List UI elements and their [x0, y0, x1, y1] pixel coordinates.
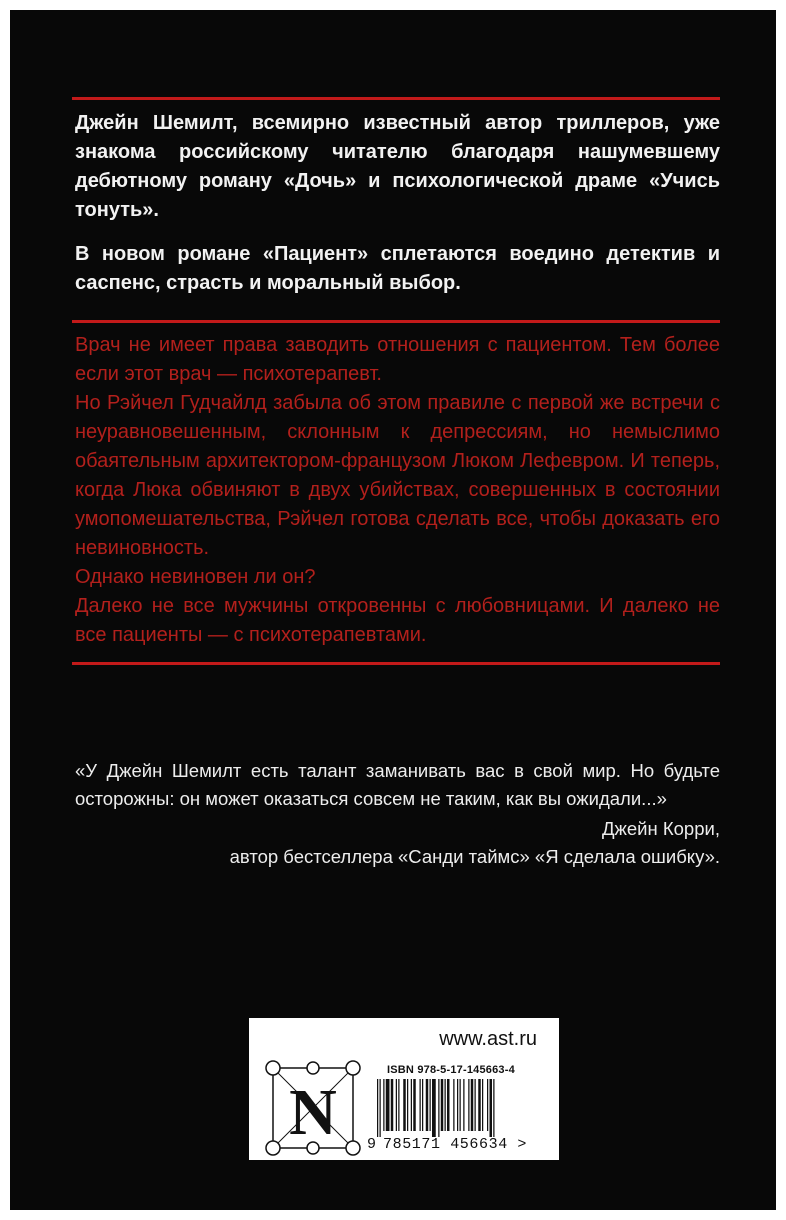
barcode-bar — [457, 1079, 458, 1131]
barcode-digits: 785171 456634 > — [383, 1136, 528, 1153]
barcode-bar — [413, 1079, 416, 1131]
barcode-bar — [391, 1079, 394, 1131]
barcode-bar — [445, 1079, 446, 1131]
barcode-bar — [487, 1079, 488, 1131]
barcode-bar — [482, 1079, 483, 1131]
barcode-bar — [420, 1079, 421, 1131]
barcode-bar — [411, 1079, 412, 1131]
barcode-bar — [493, 1079, 494, 1137]
barcode-bar — [380, 1079, 381, 1137]
synopsis-paragraph-2: Но Рэйчел Гудчайлд забыла об этом правиле с первой же встречи с неуравновешенным, склонным к депрессиям, но немыслимо обаятельным архитектором-французом Люком Лефевром. И теперь, когда Люка обвиняют в двух убийствах, совершенных в состоянии умопомешательства, Рэйчел готова сделать все, чтобы доказать его невиновность. — [75, 392, 720, 559]
book-synopsis — [75, 331, 720, 650]
review-quote: «У Джейн Шемилт есть талант заманивать вас в свой мир. Но будьте осторожны: он может оказаться совсем не таким, как вы ожидали...» — [75, 760, 720, 809]
isbn-number: ISBN 978-5-17-145663-4 — [387, 1064, 515, 1076]
barcode-bar — [471, 1079, 474, 1131]
barcode-bar — [475, 1079, 476, 1131]
barcode-bar — [463, 1079, 464, 1131]
blurb-paragraph-1: Джейн Шемилт, всемирно известный автор триллеров, уже знакома российскому читателю благодаря нашумевшему дебютному роману «Дочь» и психологической драме «Учись тонуть». — [75, 112, 720, 221]
barcode-bar — [447, 1079, 450, 1131]
barcode — [375, 1079, 545, 1137]
review-author: Джейн Корри, — [601, 818, 720, 839]
blurb-paragraph-2: В новом романе «Пациент» сплетаются воедино детектив и саспенс, страсть и моральный выбор. — [75, 243, 720, 294]
publisher-info-box — [249, 1018, 559, 1160]
book-blurb — [75, 109, 720, 298]
barcode-bar — [426, 1079, 429, 1131]
barcode-bar — [396, 1079, 397, 1131]
publisher-logo-icon — [265, 1060, 361, 1156]
barcode-bar — [478, 1079, 481, 1131]
synopsis-paragraph-1: Врач не имеет права заводить отношения с пациентом. Тем более если этот врач — психотерапевт. — [75, 334, 720, 385]
bottom-divider — [72, 662, 720, 665]
barcode-bar — [430, 1079, 431, 1131]
barcode-bar — [377, 1079, 378, 1137]
barcode-bar — [407, 1079, 408, 1131]
logo-letter: N — [289, 1076, 337, 1149]
top-divider — [72, 97, 720, 100]
barcode-bar — [422, 1079, 423, 1131]
barcode-bar — [453, 1079, 454, 1131]
barcode-bar — [403, 1079, 406, 1131]
review-attribution — [230, 815, 720, 871]
barcode-bar — [432, 1079, 436, 1137]
middle-divider — [72, 320, 720, 323]
barcode-bar — [383, 1079, 384, 1131]
review-credential: автор бестселлера «Санди таймс» «Я сделала ошибку». — [229, 846, 720, 867]
synopsis-paragraph-4: Далеко не все мужчины откровенны с любовницами. И далеко не все пациенты — с психотерапевтами. — [75, 595, 720, 646]
synopsis-paragraph-3: Однако невиновен ли он? — [75, 566, 316, 588]
publisher-website[interactable]: www.ast.ru — [439, 1028, 537, 1050]
barcode-bar — [438, 1079, 439, 1137]
barcode-bar — [386, 1079, 390, 1131]
barcode-bar — [490, 1079, 493, 1137]
barcode-first-digit: 9 — [367, 1136, 377, 1153]
barcode-bar — [460, 1079, 461, 1131]
barcode-bar — [441, 1079, 444, 1131]
barcode-bar — [398, 1079, 399, 1131]
barcode-bar — [468, 1079, 469, 1131]
